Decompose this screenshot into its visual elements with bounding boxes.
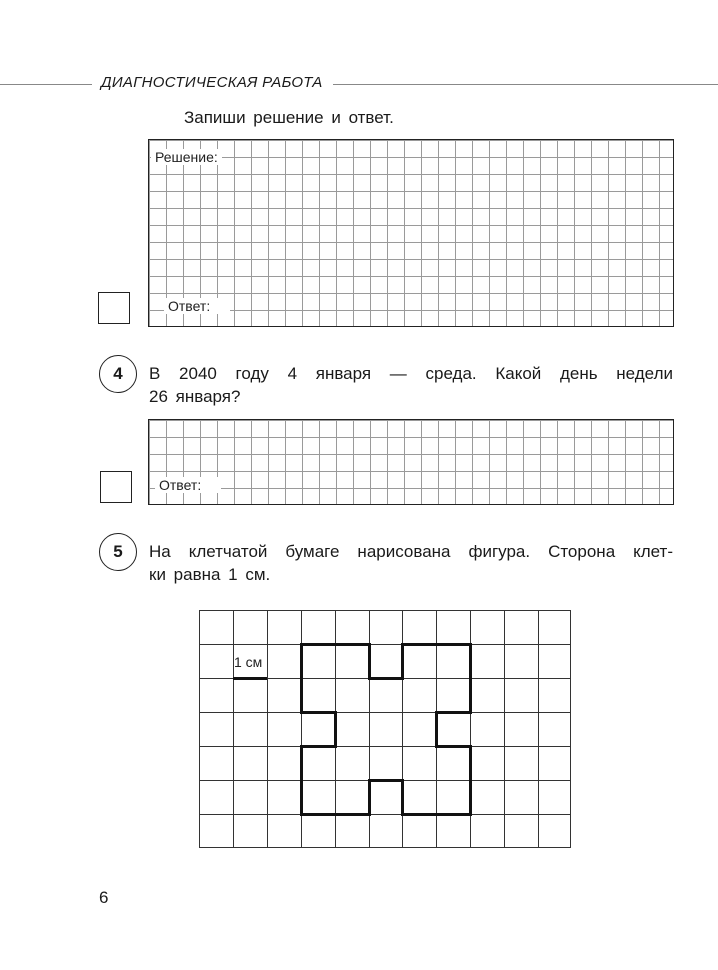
task5-number-badge: 5 <box>99 533 137 571</box>
page-header-title: ДИАГНОСТИЧЕСКАЯ РАБОТА <box>101 74 323 91</box>
task4-answer-label: Ответ: <box>155 477 221 493</box>
scale-label: 1 см <box>234 654 263 670</box>
task4-question-line2: 26 января? <box>149 387 241 406</box>
task3-solution-label: Решение: <box>151 149 222 165</box>
task5-figure-grid <box>199 610 573 850</box>
task3-answer-label: Ответ: <box>164 298 230 314</box>
task3-instruction: Запиши решение и ответ. <box>184 108 394 127</box>
header-rule-left <box>0 84 92 85</box>
task4-number-badge: 4 <box>99 355 137 393</box>
task5-question-line2: ки равна 1 см. <box>149 565 271 584</box>
task3-score-box[interactable] <box>98 292 130 324</box>
figure-grid-lines <box>199 610 571 848</box>
task4-question-line1: В 2040 году 4 января — среда. Какой день недели <box>149 364 673 383</box>
figure-outline <box>302 645 471 815</box>
page-number: 6 <box>99 888 109 907</box>
task4-score-box[interactable] <box>100 471 132 503</box>
task4-answer-grid[interactable] <box>148 419 674 505</box>
header-rule-right <box>333 84 718 85</box>
task5-question-line1: На клетчатой бумаге нарисована фигура. Сторона клет- <box>149 542 673 561</box>
